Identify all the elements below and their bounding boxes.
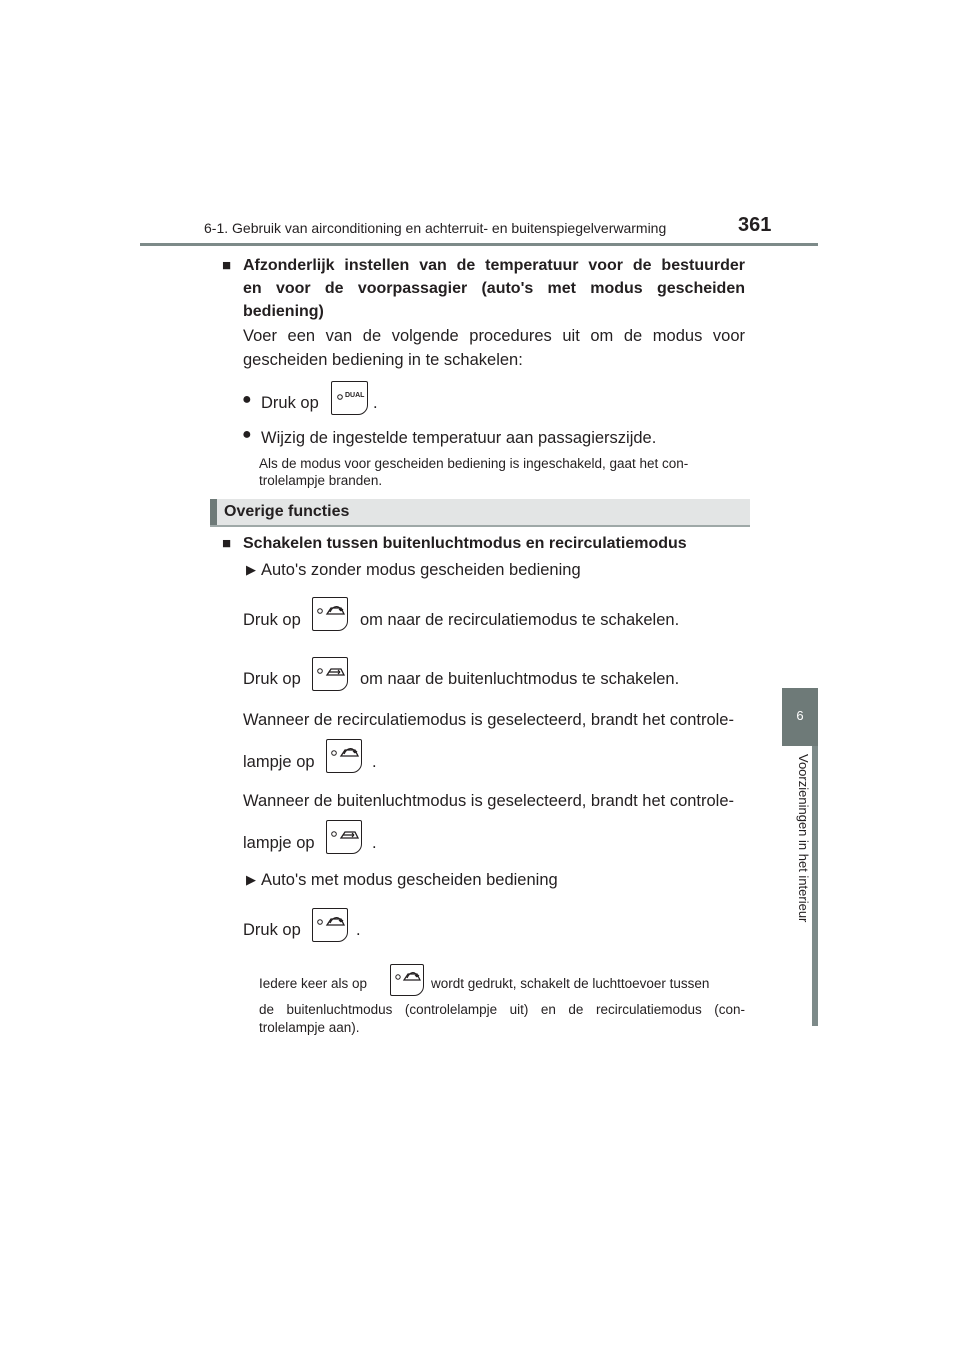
triangle-bullet-icon: ▶ bbox=[246, 872, 256, 887]
section1-intro-line1: Voer een van de volgende procedures uit om de modus voor bbox=[243, 327, 745, 345]
section1-heading-line2: en voor de voorpassagier (auto's met modus gescheiden bbox=[243, 280, 745, 297]
line1-suffix: om naar de recirculatiemodus te schakelen. bbox=[360, 611, 680, 629]
line3-text: Wanneer de recirculatiemodus is geselecteerd, brandt het controle- bbox=[243, 711, 734, 729]
recirculation-button-icon bbox=[312, 908, 348, 942]
square-bullet-icon: ■ bbox=[222, 535, 232, 552]
chapter-tab-bar bbox=[812, 746, 818, 1026]
section1-heading-line3: bediening) bbox=[243, 303, 324, 320]
line1-prefix: Druk op bbox=[243, 611, 301, 629]
section-header-accent bbox=[210, 499, 217, 526]
recirculation-button-icon bbox=[390, 964, 424, 996]
recirculation-button-icon bbox=[326, 739, 362, 773]
header-rule bbox=[140, 243, 818, 246]
line2-prefix: Druk op bbox=[243, 670, 301, 688]
section1-heading-line1: Afzonderlijk instellen van de temperatuur voor de bestuurder bbox=[243, 257, 745, 274]
chapter-tab-label: Voorzieningen in het interieur bbox=[796, 754, 811, 923]
header-title: 6-1. Gebruik van airconditioning en achterruit- en buitenspiegelverwarming bbox=[204, 220, 667, 236]
bullet1-suffix: . bbox=[373, 394, 378, 412]
section-header-title: Overige functies bbox=[224, 503, 350, 520]
line4b-prefix: lampje op bbox=[243, 834, 315, 852]
line4b-suffix: . bbox=[372, 834, 377, 852]
fresh-air-button-icon bbox=[312, 657, 348, 691]
line2-suffix: om naar de buitenluchtmodus te schakelen. bbox=[360, 670, 680, 688]
dot-bullet-icon: ● bbox=[242, 391, 252, 408]
section-header-underline bbox=[210, 525, 750, 527]
section1-intro-line2: gescheiden bediening in te schakelen: bbox=[243, 351, 523, 369]
page-number: 361 bbox=[738, 214, 772, 236]
note-prefix: Iedere keer als op bbox=[259, 976, 368, 991]
bullet2-text: Wijzig de ingestelde temperatuur aan passagierszijde. bbox=[261, 429, 657, 447]
triangle-bullet-icon: ▶ bbox=[246, 562, 256, 577]
dual-button-icon bbox=[331, 381, 368, 415]
note-line2: de buitenluchtmodus (controlelampje uit) en de recirculatiemodus (con- bbox=[259, 1002, 745, 1017]
fresh-air-button-icon bbox=[326, 820, 362, 854]
recirculation-button-icon bbox=[312, 597, 348, 631]
note-line3: trolelampje aan). bbox=[259, 1020, 360, 1035]
section1-note-line1: Als de modus voor gescheiden bediening is ingeschakeld, gaat het con- bbox=[259, 456, 689, 471]
note-suffix: wordt gedrukt, schakelt de luchttoevoer tussen bbox=[431, 976, 710, 991]
line5-suffix: . bbox=[356, 921, 361, 939]
sub2-title: Auto's met modus gescheiden bediening bbox=[261, 871, 558, 889]
line4-text: Wanneer de buitenluchtmodus is geselecteerd, brandt het controle- bbox=[243, 792, 735, 810]
line5-prefix: Druk op bbox=[243, 921, 301, 939]
sub1-title: Auto's zonder modus gescheiden bediening bbox=[261, 561, 581, 579]
dot-bullet-icon: ● bbox=[242, 426, 252, 443]
chapter-tab-number: 6 bbox=[782, 688, 818, 746]
bullet1-prefix: Druk op bbox=[261, 394, 319, 412]
line3b-suffix: . bbox=[372, 753, 377, 771]
line3b-prefix: lampje op bbox=[243, 753, 315, 771]
section1-note-line2: trolelampje branden. bbox=[259, 473, 383, 488]
square-bullet-icon: ■ bbox=[222, 257, 232, 274]
dual-button-label: DUAL bbox=[345, 392, 365, 399]
section2-heading: Schakelen tussen buitenluchtmodus en recirculatiemodus bbox=[243, 535, 687, 552]
